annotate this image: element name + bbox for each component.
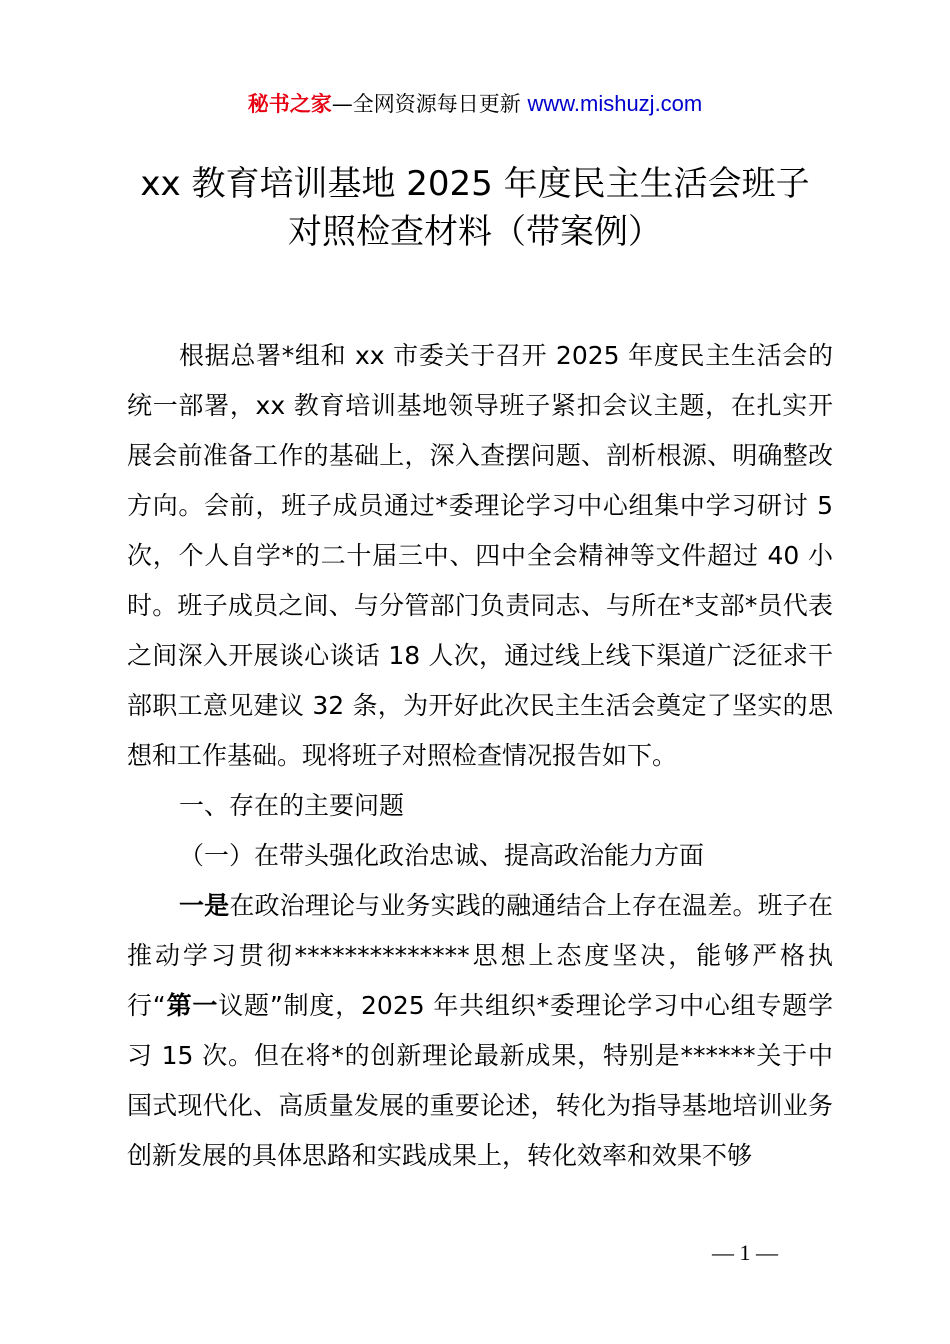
document-title — [0, 160, 950, 256]
page-number: — 1 — — [712, 1240, 778, 1265]
brand-name: 秘书之家 — [247, 92, 332, 116]
point-1-text-b: 议题”制度，2025 年共组织*委理论学习中心组专题学习 15 次。但在将*的创新理论最新成果，特别是******关于中国式现代化、高质量发展的重要论述，转化为指导基地培训业务创新发展的具体思路和实践成果上，转化效率和效果不够 — [127, 991, 833, 1170]
point-1-text-a: 在政治理论与业务实践的融通结合上存在温差。班子在推动学习贯彻**************思想上态度坚决，能够严格执行“ — [127, 891, 833, 1020]
intro-paragraph: 根据总署*组和 xx 市委关于召开 2025 年度民主生活会的统一部署，xx 教育培训基地领导班子紧扣会议主题，在扎实开展会前准备工作的基础上，深入查摆问题、剖析根源、明确整改方向。会前，班子成员通过*委理论学习中心组集中学习研讨 5 次，个人自学*的二十届三中、四中全会精神等文件超过 40 小时。班子成员之间、与分管部门负责同志、与所在*支部*员代表之间深入开展谈心谈话 18 人次，通过线上线下渠道广泛征求干部职工意见建议 32 条，为开好此次民主生活会奠定了坚实的思想和工作基础。现将班子对照检查情况报告如下。 — [127, 341, 833, 770]
point-1-bold-phrase: 第一 — [165, 991, 219, 1020]
point-1-lead: 一是 — [179, 891, 230, 920]
site-tagline: —全网资源每日更新 — [331, 92, 528, 116]
subsection-heading-1: （一）在带头强化政治忠诚、提高政治能力方面 — [179, 841, 705, 870]
point-1-paragraph — [127, 881, 833, 1181]
title-line-2: 对照检查材料（带案例） — [288, 212, 662, 252]
document-body — [127, 331, 833, 1181]
site-url-link[interactable]: www.mishuzj.com — [527, 91, 703, 116]
site-header — [0, 88, 950, 120]
title-line-1: xx 教育培训基地 2025 年度民主生活会班子 — [140, 164, 810, 204]
section-heading-1: 一、存在的主要问题 — [179, 791, 405, 820]
